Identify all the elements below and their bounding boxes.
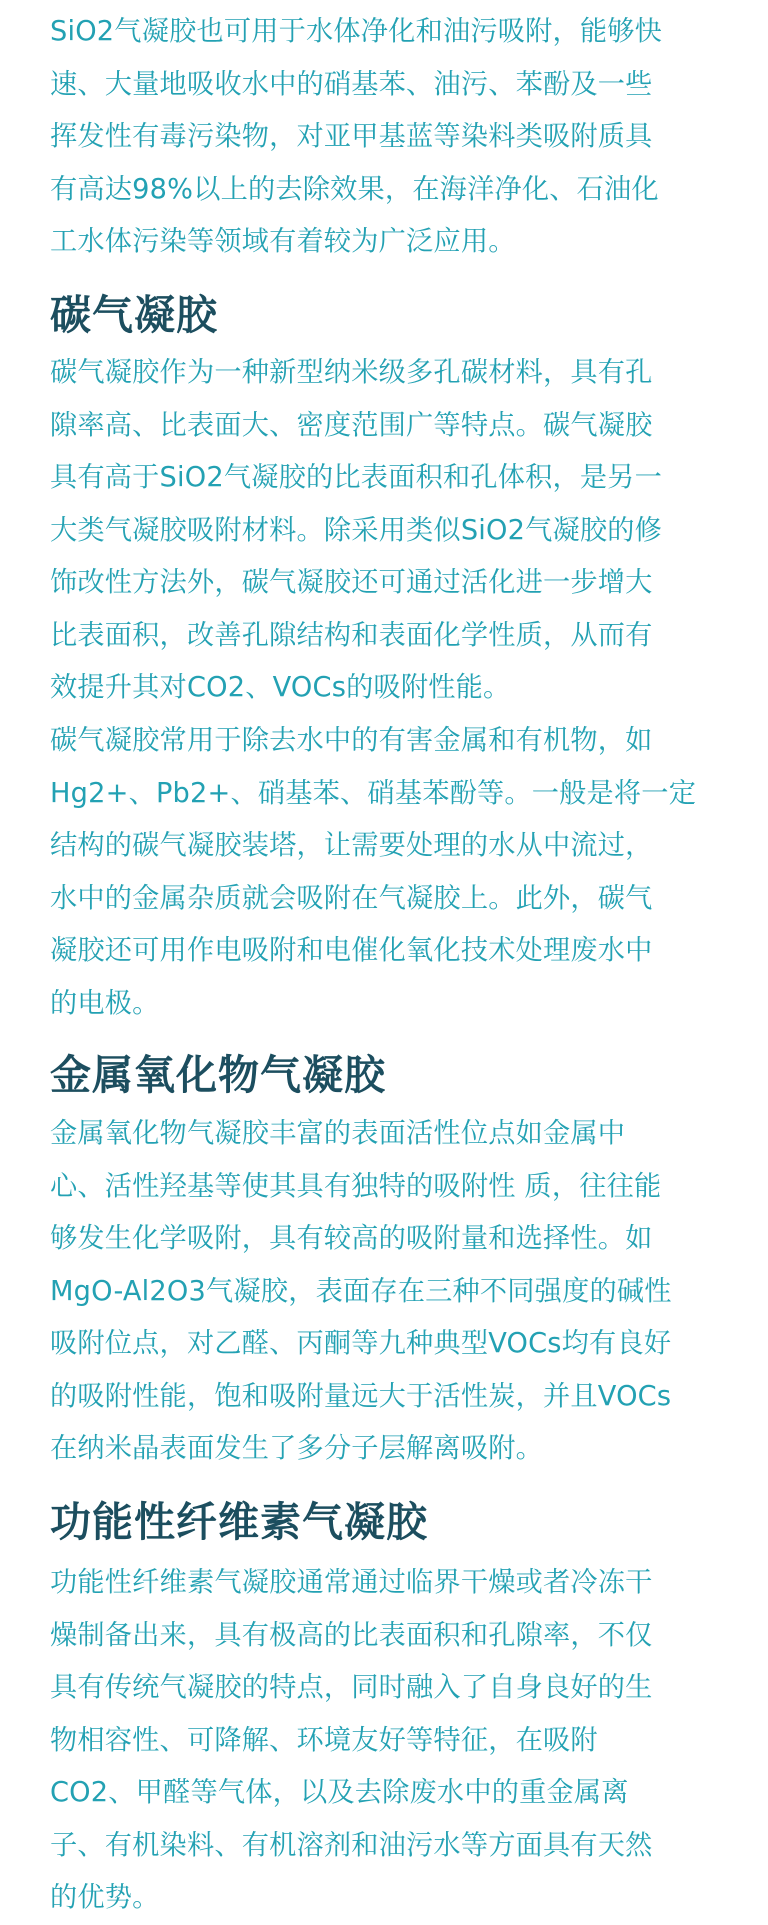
text-line: 效提升其对CO2、VOCs的吸附性能。 [50,672,511,703]
text-line: CO2、甲醛等气体，以及去除废水中的重金属离 [50,1777,629,1808]
cellulose-paragraph [50,1557,720,1925]
text-line: 水中的金属杂质就会吸附在气凝胶上。此外，碳气 [50,882,653,914]
carbon-paragraph-1 [50,347,720,715]
text-line: 够发生化学吸附，具有较高的吸附量和选择性。如 [50,1223,653,1254]
text-line: 燥制备出来，具有极高的比表面积和孔隙率，不仅 [50,1619,653,1651]
metal-oxide-paragraph [50,1108,720,1476]
text-line: 饰改性方法外，碳气凝胶还可通过活化进一步增大 [50,567,653,598]
intro-paragraph [50,6,720,269]
text-line: 有高达98%以上的去除效果，在海洋净化、石油化 [50,173,659,205]
text-line: 物相容性、可降解、环境友好等特征，在吸附 [50,1724,598,1756]
text-line: SiO2气凝胶也可用于水体净化和油污吸附，能够快 [50,16,663,47]
text-line: 大类气凝胶吸附材料。除采用类似SiO2气凝胶的修 [50,514,663,546]
text-line: 速、大量地吸收水中的硝基苯、油污、苯酚及一些 [50,68,653,100]
text-line: 工水体污染等领域有着较为广泛应用。 [50,226,516,257]
section-heading-cellulose-aerogel: 功能性纤维素气凝胶 [50,1498,428,1546]
text-line: 功能性纤维素气凝胶通常通过临界干燥或者冷冻干 [50,1567,653,1598]
text-line: MgO-Al2O3气凝胶，表面存在三种不同强度的碱性 [50,1275,672,1307]
text-line: 的优势。 [50,1882,160,1913]
text-line: 比表面积，改善孔隙结构和表面化学性质，从而有 [50,619,653,651]
text-line: Hg2+、Pb2+、硝基苯、硝基苯酚等。一般是将一定 [50,777,697,809]
text-line: 结构的碳气凝胶装塔，让需要处理的水从中流过， [50,830,653,861]
text-line: 在纳米晶表面发生了多分子层解离吸附。 [50,1433,543,1464]
text-line: 碳气凝胶常用于除去水中的有害金属和有机物，如 [50,725,653,756]
section-heading-metal-oxide-aerogel: 金属氧化物气凝胶 [50,1051,386,1099]
text-line: 碳气凝胶作为一种新型纳米级多孔碳材料，具有孔 [50,357,653,388]
text-line: 的吸附性能，饱和吸附量远大于活性炭，并且VOCs [50,1380,672,1412]
text-line: 具有高于SiO2气凝胶的比表面积和孔体积，是另一 [50,462,663,493]
text-line: 凝胶还可用作电吸附和电催化氧化技术处理废水中 [50,935,653,966]
text-line: 挥发性有毒污染物，对亚甲基蓝等染料类吸附质具 [50,121,653,152]
text-line: 子、有机染料、有机溶剂和油污水等方面具有天然 [50,1829,653,1861]
text-line: 金属氧化物气凝胶丰富的表面活性位点如金属中 [50,1118,626,1149]
text-line: 的电极。 [50,987,160,1019]
text-line: 具有传统气凝胶的特点，同时融入了自身良好的生 [50,1672,653,1703]
text-line: 隙率高、比表面大、密度范围广等特点。碳气凝胶 [50,409,653,441]
carbon-paragraph-2 [50,715,720,1030]
text-line: 吸附位点，对乙醛、丙酮等九种典型VOCs均有良好 [50,1328,672,1359]
text-line: 心、活性羟基等使其具有独特的吸附性 质，往往能 [50,1170,662,1202]
section-heading-carbon-aerogel: 碳气凝胶 [50,291,218,339]
